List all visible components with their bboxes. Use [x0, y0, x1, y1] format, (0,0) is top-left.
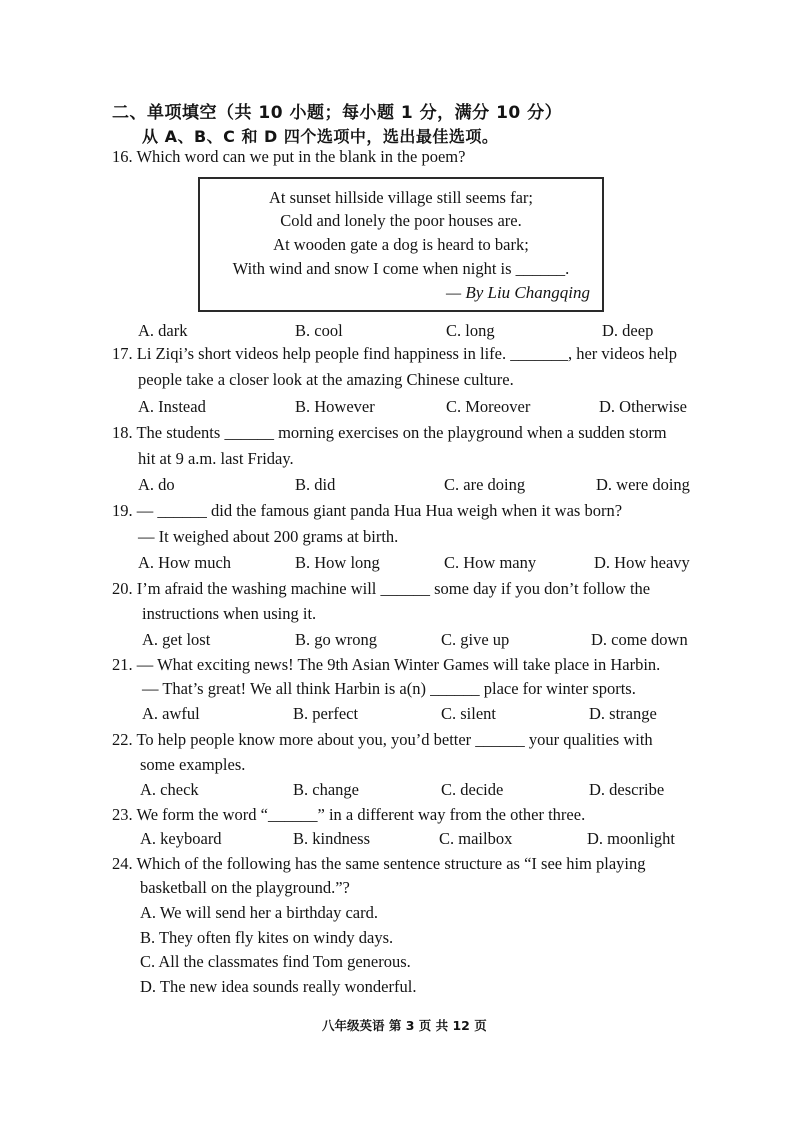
option-b: B. They often fly kites on windy days.	[140, 928, 394, 947]
section-title: 二、单项填空（共 10 小题；每小题 1 分，满分 10 分）	[112, 103, 563, 123]
question-stem-continued: some examples.	[140, 755, 246, 774]
question-20	[112, 579, 650, 599]
option-a: A. We will send her a birthday card.	[140, 903, 379, 922]
question-number: 19.	[112, 501, 133, 520]
question-number: 20.	[112, 579, 133, 598]
poem-author: — By Liu Changqing	[445, 283, 590, 302]
option-b: B. However	[295, 397, 375, 416]
question-16	[112, 147, 465, 167]
question-number: 18.	[112, 423, 133, 442]
option-d: D. deep	[602, 321, 654, 340]
question-18	[112, 423, 667, 443]
option-d: D. describe	[589, 780, 665, 799]
poem-line: At sunset hillside village still seems far;	[269, 188, 533, 207]
poem-box	[198, 177, 604, 312]
question-stem: To help people know more about you, you’d better ______ your qualities with	[136, 730, 653, 749]
option-d: D. come down	[591, 630, 688, 649]
option-c: C. How many	[444, 553, 537, 572]
question-stem-continued: basketball on the playground.”?	[140, 878, 350, 897]
question-stem-continued: — That’s great! We all think Harbin is a(n) ______ place for winter sports.	[142, 679, 636, 698]
option-d: D. The new idea sounds really wonderful.	[140, 977, 417, 996]
option-c: C. Moreover	[446, 397, 531, 416]
question-21	[112, 655, 660, 675]
question-stem-continued: hit at 9 a.m. last Friday.	[138, 449, 294, 468]
poem-line: With wind and snow I come when night is ______.	[232, 259, 570, 278]
poem-line: Cold and lonely the poor houses are.	[280, 211, 522, 230]
option-a: A. dark	[138, 321, 188, 340]
option-c: C. silent	[441, 704, 497, 723]
section-instruction: 从 A、B、C 和 D 四个选项中，选出最佳选项。	[142, 127, 499, 146]
poem-line: At wooden gate a dog is heard to bark;	[273, 235, 529, 254]
question-stem: We form the word “______” in a different way from the other three.	[136, 805, 586, 824]
option-b: B. cool	[295, 321, 343, 340]
question-number: 21.	[112, 655, 133, 674]
question-stem: — What exciting news! The 9th Asian Winter Games will take place in Harbin.	[136, 655, 661, 674]
option-a: A. awful	[142, 704, 200, 723]
option-b: B. perfect	[293, 704, 359, 723]
question-stem: Which of the following has the same sentence structure as “I see him playing	[136, 854, 646, 873]
question-stem: Which word can we put in the blank in the poem?	[136, 147, 466, 166]
question-number: 17.	[112, 344, 133, 363]
option-c: C. mailbox	[439, 829, 513, 848]
option-a: A. How much	[138, 553, 232, 572]
question-stem: The students ______ morning exercises on the playground when a sudden storm	[136, 423, 667, 442]
question-stem-continued: people take a closer look at the amazing Chinese culture.	[138, 370, 514, 389]
question-22	[112, 730, 653, 750]
option-c: C. are doing	[444, 475, 526, 494]
question-number: 16.	[112, 147, 133, 166]
question-stem-continued: instructions when using it.	[142, 604, 317, 623]
option-a: A. keyboard	[140, 829, 222, 848]
option-d: D. were doing	[596, 475, 690, 494]
option-d: D. strange	[589, 704, 657, 723]
question-stem: I’m afraid the washing machine will ______ some day if you don’t follow the	[136, 579, 651, 598]
option-b: B. kindness	[293, 829, 371, 848]
option-d: D. How heavy	[594, 553, 690, 572]
question-17	[112, 344, 677, 364]
option-c: C. decide	[441, 780, 504, 799]
option-a: A. do	[138, 475, 175, 494]
question-number: 23.	[112, 805, 133, 824]
option-a: A. check	[140, 780, 199, 799]
option-a: A. get lost	[142, 630, 211, 649]
option-b: B. change	[293, 780, 359, 799]
question-number: 24.	[112, 854, 133, 873]
question-number: 22.	[112, 730, 133, 749]
option-a: A. Instead	[138, 397, 206, 416]
option-c: C. give up	[441, 630, 510, 649]
page-footer: 八年级英语 第 3 页 共 12 页	[322, 1018, 487, 1033]
question-stem: — ______ did the famous giant panda Hua Hua weigh when it was born?	[136, 501, 623, 520]
option-b: B. go wrong	[295, 630, 378, 649]
question-24	[112, 854, 646, 874]
option-d: D. moonlight	[587, 829, 676, 848]
option-b: B. did	[295, 475, 336, 494]
question-23	[112, 805, 585, 825]
option-c: C. long	[446, 321, 495, 340]
option-d: D. Otherwise	[599, 397, 687, 416]
question-stem-continued: — It weighed about 200 grams at birth.	[138, 527, 399, 546]
option-b: B. How long	[295, 553, 380, 572]
option-c: C. All the classmates find Tom generous.	[140, 952, 411, 971]
question-19	[112, 501, 622, 521]
question-stem: Li Ziqi’s short videos help people find happiness in life. _______, her videos help	[136, 344, 678, 363]
